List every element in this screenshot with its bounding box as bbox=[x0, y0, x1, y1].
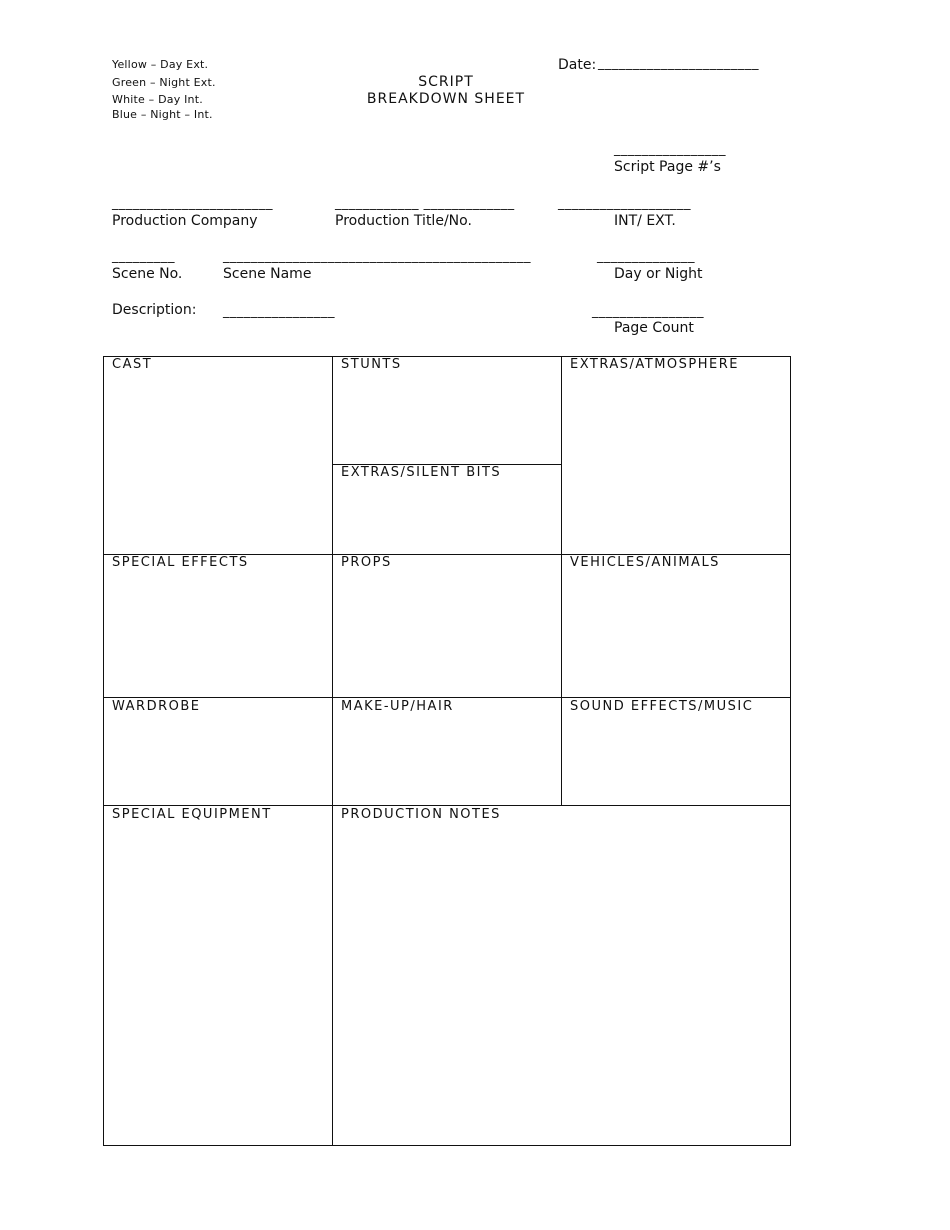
legend-white: White – Day Int. bbox=[112, 93, 203, 106]
day-night-field[interactable]: ______________ bbox=[597, 249, 695, 264]
date-field[interactable]: _______________________ bbox=[598, 56, 759, 71]
special-equipment-section[interactable]: SPECIAL EQUIPMENT bbox=[112, 807, 272, 822]
script-pages-label: Script Page #’s bbox=[614, 159, 721, 175]
props-section[interactable]: PROPS bbox=[341, 555, 392, 570]
production-company-field[interactable]: _______________________ bbox=[112, 196, 273, 211]
stunts-section[interactable]: STUNTS bbox=[341, 357, 402, 372]
page-count-label: Page Count bbox=[614, 320, 694, 336]
grid-divider-h2 bbox=[104, 697, 790, 698]
production-title-field[interactable]: ____________ _____________ bbox=[335, 196, 515, 211]
int-ext-field[interactable]: ___________________ bbox=[558, 196, 691, 211]
title-breakdown-sheet: BREAKDOWN SHEET bbox=[366, 91, 526, 107]
legend-blue: Blue – Night – Int. bbox=[112, 108, 213, 121]
production-notes-section[interactable]: PRODUCTION NOTES bbox=[341, 807, 501, 822]
grid-divider-v2 bbox=[561, 357, 562, 806]
scene-name-label: Scene Name bbox=[223, 266, 312, 282]
production-company-label: Production Company bbox=[112, 213, 258, 229]
grid-divider-v1 bbox=[332, 357, 333, 1145]
grid-divider-h3 bbox=[104, 805, 790, 806]
legend-yellow: Yellow – Day Ext. bbox=[112, 58, 209, 71]
sound-effects-music-section[interactable]: SOUND EFFECTS/MUSIC bbox=[570, 699, 754, 714]
extras-silent-bits-section[interactable]: EXTRAS/SILENT BITS bbox=[341, 465, 502, 480]
date-label: Date: bbox=[558, 57, 597, 73]
scene-no-field[interactable]: _________ bbox=[112, 249, 175, 264]
description-field[interactable]: ________________ bbox=[223, 304, 335, 319]
cast-section[interactable]: CAST bbox=[112, 357, 153, 372]
scene-name-field[interactable]: ____________________________________________ bbox=[223, 249, 531, 264]
scene-no-label: Scene No. bbox=[112, 266, 183, 282]
description-label: Description: bbox=[112, 302, 197, 318]
vehicles-animals-section[interactable]: VEHICLES/ANIMALS bbox=[570, 555, 720, 570]
title-script: SCRIPT bbox=[418, 74, 474, 90]
legend-green: Green – Night Ext. bbox=[112, 76, 216, 89]
production-title-label: Production Title/No. bbox=[335, 213, 472, 229]
wardrobe-section[interactable]: WARDROBE bbox=[112, 699, 201, 714]
extras-atmosphere-section[interactable]: EXTRAS/ATMOSPHERE bbox=[570, 357, 739, 372]
special-effects-section[interactable]: SPECIAL EFFECTS bbox=[112, 555, 249, 570]
int-ext-label: INT/ EXT. bbox=[614, 213, 676, 229]
makeup-hair-section[interactable]: MAKE-UP/HAIR bbox=[341, 699, 454, 714]
day-night-label: Day or Night bbox=[614, 266, 703, 282]
script-pages-field[interactable]: ________________ bbox=[614, 142, 726, 157]
breakdown-grid bbox=[103, 356, 791, 1146]
page-count-field[interactable]: ________________ bbox=[592, 304, 704, 319]
